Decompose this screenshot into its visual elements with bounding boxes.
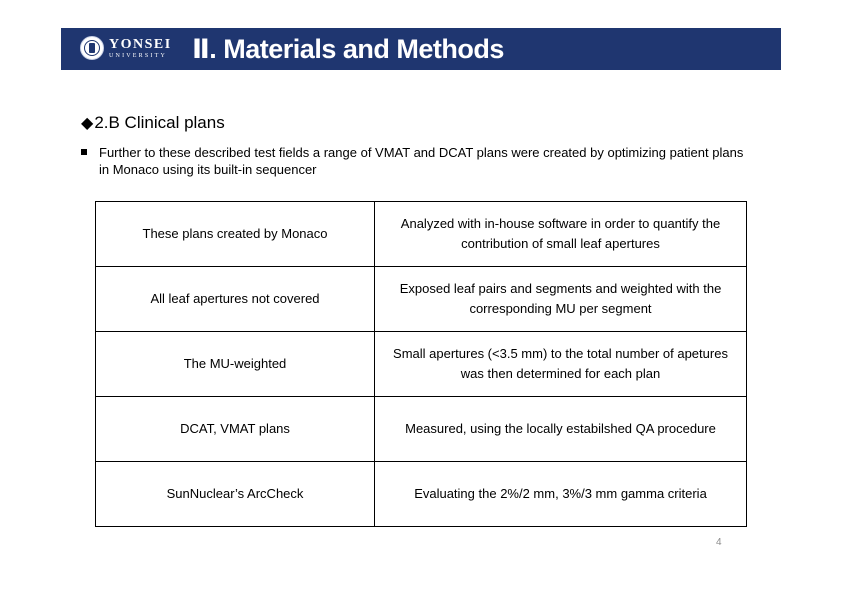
logo-name: YONSEI	[109, 36, 172, 52]
table-cell-left: These plans created by Monaco	[96, 202, 375, 267]
table-row	[96, 397, 747, 462]
table-cell-left: SunNuclear’s ArcCheck	[96, 462, 375, 527]
section-heading	[81, 113, 225, 134]
logo-text	[109, 38, 172, 59]
table-cell-right: Exposed leaf pairs and segments and weighted with the corresponding MU per segment	[375, 267, 747, 332]
square-bullet-icon	[81, 149, 87, 155]
table-cell-right: Measured, using the locally estabilshed QA procedure	[375, 397, 747, 462]
table-cell-left: DCAT, VMAT plans	[96, 397, 375, 462]
university-seal-icon	[80, 36, 104, 60]
table-cell-left: The MU-weighted	[96, 332, 375, 397]
table-row	[96, 462, 747, 527]
table-cell-left: All leaf apertures not covered	[96, 267, 375, 332]
table-row	[96, 332, 747, 397]
table-row	[96, 202, 747, 267]
logo-subtitle: UNIVERSITY	[109, 52, 167, 59]
section-heading-text: 2.B Clinical plans	[94, 113, 225, 132]
slide-number: 4	[716, 537, 722, 548]
bullet-text: Further to these described test fields a range of VMAT and DCAT plans were created by optimizing patient plans in Monaco using its built-in sequencer	[99, 145, 744, 177]
clinical-plans-table	[95, 201, 747, 527]
page-title: Ⅱ. Materials and Methods	[192, 34, 504, 64]
header-bar	[61, 28, 781, 70]
university-logo	[80, 36, 172, 60]
table-cell-right: Small apertures (<3.5 mm) to the total number of apetures was then determined for each plan	[375, 332, 747, 397]
table-row	[96, 267, 747, 332]
table-cell-right: Evaluating the 2%/2 mm, 3%/3 mm gamma criteria	[375, 462, 747, 527]
bullet-item	[81, 144, 746, 178]
table-cell-right: Analyzed with in-house software in order to quantify the contribution of small leaf apertures	[375, 202, 747, 267]
diamond-icon: ◆	[81, 115, 94, 132]
